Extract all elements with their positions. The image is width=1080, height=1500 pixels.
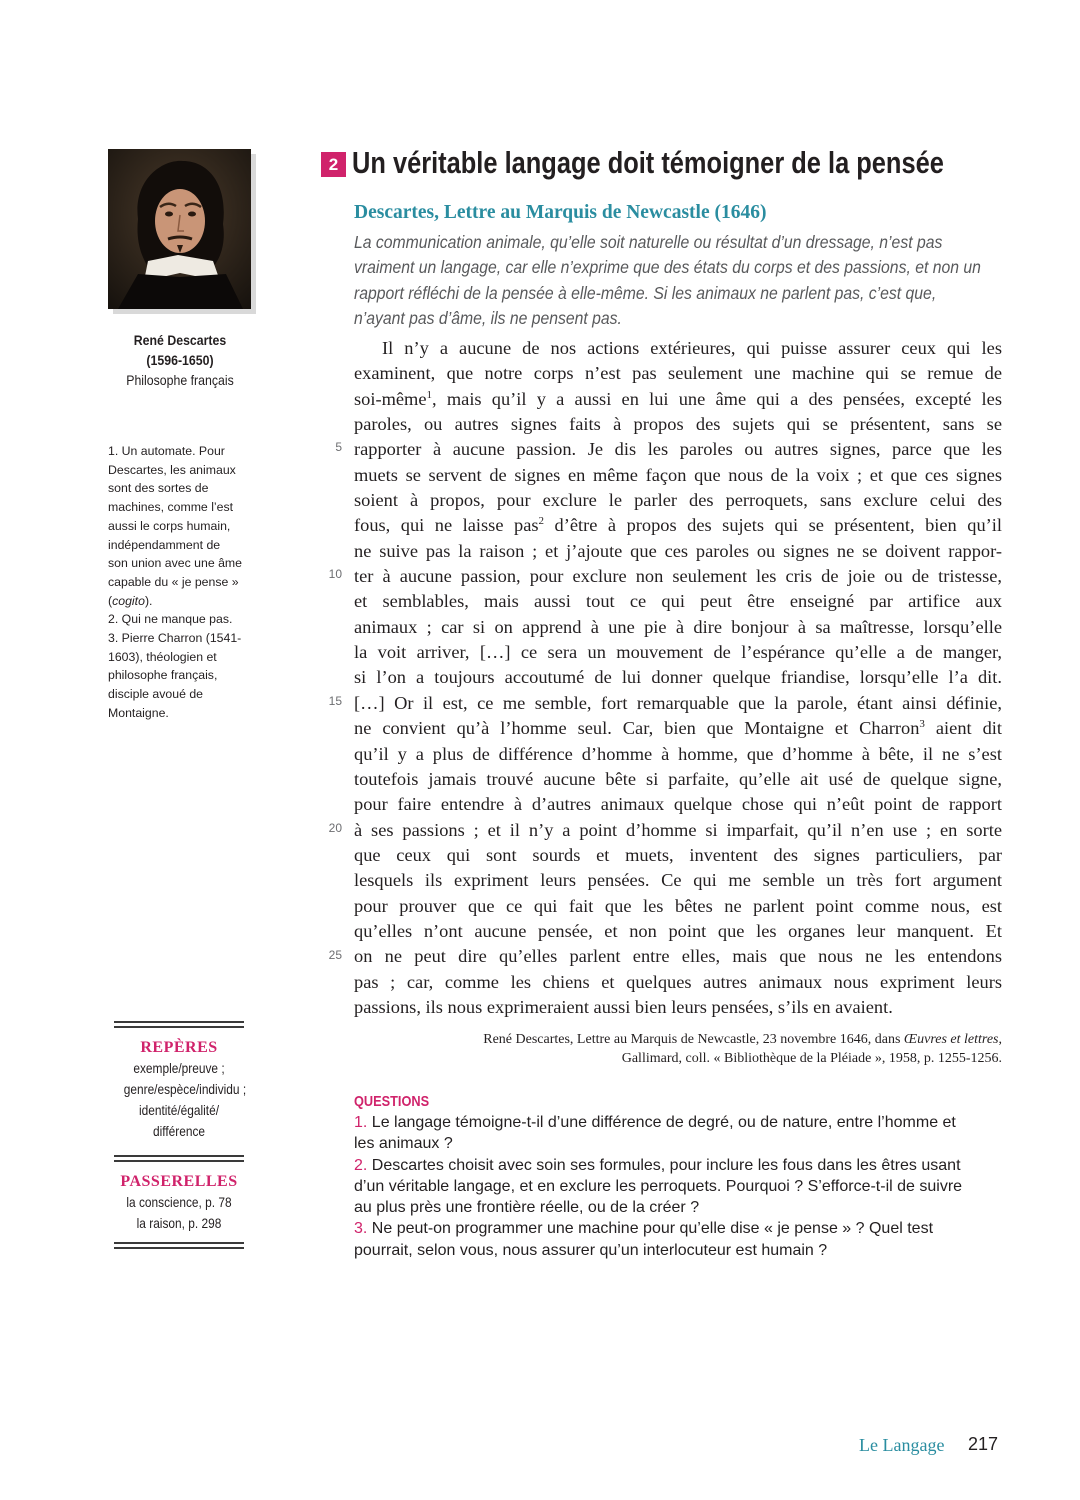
reperes-line: exemple/preuve ; bbox=[133, 1060, 225, 1076]
double-rule bbox=[114, 1242, 244, 1249]
text-line: paroles, ou autres signes faits à propos des sujets qui se présentent, sans se bbox=[354, 414, 1002, 435]
text-line: Il n’y a aucune de nos actions extérieures, qui puisse assurer ceux qui les bbox=[382, 338, 1002, 358]
question-text: pourrait, selon vous, nous assurer qu’un interlocuteur est humain ? bbox=[354, 1241, 828, 1259]
text-line: toutefois jamais trouvé aucune bête si parfaite, qu’elle ait usé de quelque signe, bbox=[354, 768, 1002, 789]
line-number: 20 bbox=[328, 821, 342, 835]
question-text: Le langage témoigne-t-il d’une différence de degré, ou de nature, entre l’homme et bbox=[367, 1114, 956, 1131]
reperes-line: identité/égalité/ bbox=[138, 1102, 220, 1118]
citation-text: René Descartes, Lettre au Marquis de Newcastle, 23 novembre 1646, dans bbox=[483, 1032, 904, 1047]
double-rule bbox=[114, 1155, 244, 1162]
citation-text: , bbox=[998, 1032, 1002, 1047]
document-subtitle: Descartes, Lettre au Marquis de Newcastle (1646) bbox=[354, 202, 767, 223]
text-line: […] Or il est, ce me semble, fort remarquable que la parole, étant ainsi définie, bbox=[354, 692, 1002, 713]
question-text: au plus près une frontière réelle, ou de la créer ? bbox=[354, 1199, 700, 1217]
text-line: examinent, que notre corps n’est pas seulement une machine qui se remue de bbox=[354, 363, 1002, 384]
footnote-line: 2. Qui ne manque pas. bbox=[108, 612, 233, 627]
footnote-line: philosophe français, bbox=[108, 668, 218, 683]
text-fragment: ne convient qu’à l’homme seul. Car, bien que Montaigne et Charron bbox=[354, 718, 920, 739]
passerelles-box bbox=[114, 1155, 244, 1249]
text-line: soient à propos, pour exclure le parler des perroquets, sans exclure celui des bbox=[354, 490, 1002, 511]
footnote-line: sont des sortes de bbox=[108, 481, 209, 496]
text-line: ter à aucune passion, pour exclure non seulement les cris de joie ou de tristesse, bbox=[354, 566, 1002, 587]
text-line: si l’on a toujours accoutumé de lui donner quelque friandise, lorsqu’elle l’a dit. bbox=[354, 667, 1002, 688]
footnote-line: aussi le corps humain, bbox=[108, 518, 231, 533]
text-line: passions, ils nous exprimeraient aussi bien leurs pensées, s’ils en avaient. bbox=[354, 996, 893, 1017]
reperes-box bbox=[114, 1021, 247, 1142]
question-text: Ne peut-on programmer une machine pour qu’elle dise « je pense » ? Quel test bbox=[367, 1220, 934, 1238]
question-2 bbox=[354, 1155, 1002, 1176]
questions-title: QUESTIONS bbox=[354, 1093, 430, 1110]
text-line bbox=[354, 387, 1002, 412]
footnote-line: son union avec une âme bbox=[108, 556, 242, 571]
citation-work-title: Œuvres et lettres bbox=[903, 1032, 999, 1047]
question-number: 2. bbox=[354, 1156, 368, 1174]
descartes-portrait-icon bbox=[108, 149, 251, 309]
question-text: les animaux ? bbox=[354, 1135, 453, 1153]
text-line: qu’elles n’ont aucune pensée, et non point que les organes leur manquent. Et bbox=[354, 920, 1002, 941]
reperes-line: genre/espèce/individu ; bbox=[123, 1081, 247, 1097]
questions-list bbox=[354, 1112, 1002, 1261]
document-intro: La communication animale, qu’elle soit naturelle ou résultat d’un dressage, n’est pas vraiment un langage, car elle n’exprime que des états du corps et des passions, et non un rapport réfléchi de la pensée à elle-même. Si les animaux ne parlent pas, c’est que, n’ayant pas d’âme, ils ne pensent pas. bbox=[354, 232, 981, 328]
question-1 bbox=[354, 1112, 1002, 1133]
citation-line bbox=[354, 1030, 1002, 1049]
line-number: 10 bbox=[328, 567, 342, 581]
reperes-line: différence bbox=[152, 1123, 206, 1139]
page-number: 217 bbox=[968, 1434, 999, 1454]
footnote-line: Descartes, les animaux bbox=[108, 462, 236, 477]
text-line: et semblables, mais aussi tout ce qui peut être enseigné par artifice aux bbox=[354, 591, 1002, 612]
footnote-line: 1. Un automate. Pour bbox=[108, 444, 225, 458]
question-text: d’un véritable langage, et en exclure les perroquets. Pourquoi ? S’efforce-t-il de suivre bbox=[354, 1177, 963, 1195]
text-line bbox=[354, 513, 1002, 538]
portrait-image bbox=[108, 149, 251, 309]
passerelles-link[interactable]: la raison, p. 298 bbox=[136, 1215, 222, 1231]
footnote-line: 1603), théologien et bbox=[108, 649, 217, 664]
text-fragment: soi-même bbox=[354, 388, 427, 409]
passerelles-link[interactable]: la conscience, p. 78 bbox=[126, 1194, 232, 1210]
footnote-line: indépendamment de bbox=[108, 537, 221, 552]
text-line: la voit arriver, […] ce sera un mouvement de l’espérance qu’elle a de manger, bbox=[354, 642, 1002, 663]
footnote-line: capable du « je pense » bbox=[108, 574, 239, 589]
author-name: René Descartes bbox=[133, 332, 227, 348]
question-number: 1. bbox=[354, 1114, 368, 1131]
reperes-title: REPÈRES bbox=[140, 1039, 218, 1056]
question-3 bbox=[354, 1218, 1002, 1239]
text-line: muets se servent de signes en même façon que nous de la voix ; et que ces signes bbox=[354, 464, 1002, 485]
line-number: 5 bbox=[335, 440, 342, 454]
text-line: on ne peut dire qu’elles parlent entre elles, mais que nous ne les entendons bbox=[354, 946, 1002, 967]
text-fragment: fous, qui ne laisse pas bbox=[354, 515, 539, 536]
excerpt-text bbox=[354, 336, 1002, 1020]
footnote-ref: 3 bbox=[919, 718, 925, 731]
line-number: 25 bbox=[328, 948, 342, 962]
page-title: Un véritable langage doit témoigner de la pensée bbox=[352, 145, 944, 180]
footnote-line: disciple avoué de bbox=[108, 687, 204, 702]
line-number: 15 bbox=[328, 694, 342, 708]
author-role: Philosophe français bbox=[126, 372, 234, 388]
footnote-line: (cogito). bbox=[108, 593, 153, 608]
footer-section-label: Le Langage bbox=[859, 1435, 945, 1455]
question-text: Descartes choisit avec soin ses formules, pour inclure les fous dans les êtres usant bbox=[367, 1156, 961, 1174]
text-fragment: , mais qu’il y a aussi en lui une âme qui a des pensées, excepté les bbox=[432, 388, 1002, 409]
text-fragment: d’être à propos des sujets qui se présentent, bien qu’il bbox=[544, 515, 1002, 536]
footnotes bbox=[108, 442, 258, 723]
footnote-ref: 1 bbox=[426, 388, 433, 401]
footnote-line: 3. Pierre Charron (1541- bbox=[108, 631, 242, 646]
document-number-badge: 2 bbox=[321, 152, 346, 177]
question-number: 3. bbox=[354, 1220, 368, 1238]
passerelles-title: PASSERELLES bbox=[120, 1173, 238, 1190]
text-line: animaux ; car si on apprend à une pie à dire bonjour à sa maîtresse, lorsqu’elle bbox=[354, 616, 1002, 637]
text-line: pour faire entendre à d’autres animaux quelque chose qui n’eût point de rapport bbox=[354, 794, 1002, 815]
footnote-ref: 2 bbox=[538, 515, 545, 528]
text-line: rapporter à aucune passion. Je dis les paroles ou autres signes, parce que les bbox=[354, 439, 1002, 460]
footnote-cogito: cogito bbox=[112, 593, 145, 608]
citation-line: Gallimard, coll. « Bibliothèque de la Pléiade », 1958, p. 1255-1256. bbox=[621, 1051, 1002, 1066]
text-line: pas ; car, comme les chiens et quelques autres animaux nous expriment leurs bbox=[354, 971, 1002, 992]
text-line: lesquels ils expriment leurs pensées. Ce qui me semble un très fort argument bbox=[354, 870, 1002, 891]
portrait-caption bbox=[110, 330, 251, 390]
text-line bbox=[354, 716, 1002, 741]
text-line: pour prouver que ce qui fait que les bêtes ne parlent point comme nous, est bbox=[354, 895, 1002, 916]
text-line: ne suive pas la raison ; et j’ajoute que ces paroles ou signes ne se doivent rappor- bbox=[354, 540, 1002, 561]
text-line: que ceux qui sont sourds et muets, inventent des signes particuliers, par bbox=[354, 844, 1002, 865]
text-line: qu’il y a plus de différence d’homme à homme, que d’homme à bête, il ne s’est bbox=[354, 743, 1002, 764]
footnote-line: Montaigne. bbox=[108, 705, 169, 720]
double-rule bbox=[114, 1021, 244, 1028]
footnote-line: machines, comme l’est bbox=[108, 500, 234, 515]
text-fragment: aient dit bbox=[924, 718, 1002, 739]
text-line: à ses passions ; et il n’y a point d’homme si imparfait, qu’il n’en use ; en sorte bbox=[354, 819, 1002, 840]
author-dates: (1596-1650) bbox=[146, 352, 214, 368]
source-citation bbox=[354, 1030, 1002, 1068]
